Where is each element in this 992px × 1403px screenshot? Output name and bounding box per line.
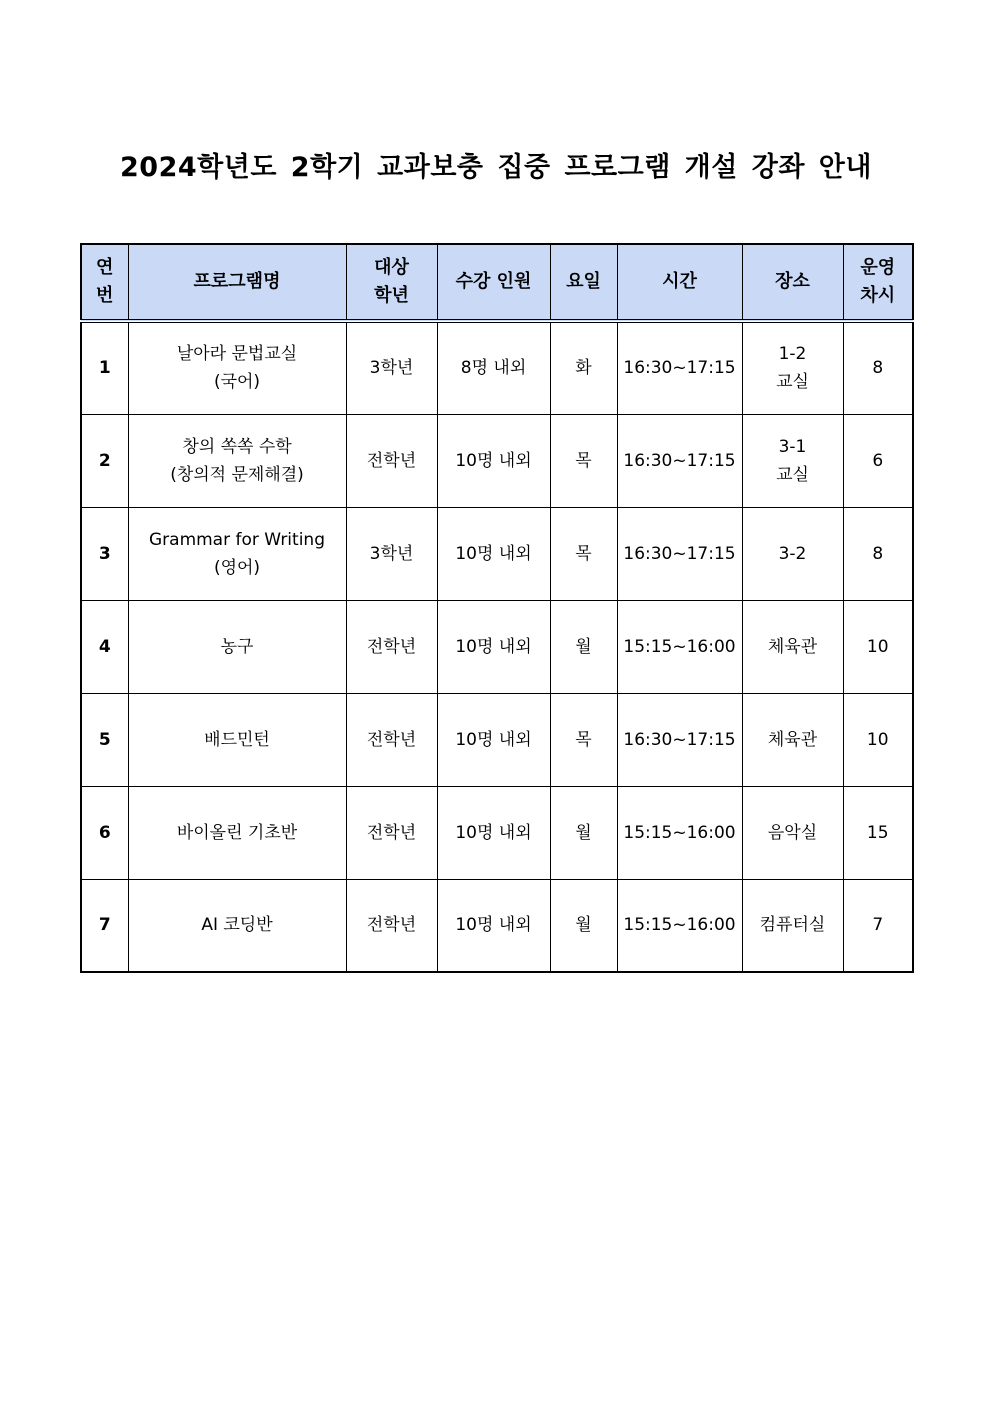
cell-program-line: 바이올린 기초반 <box>176 822 298 843</box>
cell-program-line: 배드민턴 <box>204 729 270 750</box>
cell-no: 7 <box>81 879 128 972</box>
header-target-line: 대상 <box>374 257 409 278</box>
cell-program-line: AI 코딩반 <box>201 915 273 936</box>
cell-target: 3학년 <box>346 507 437 600</box>
cell-capacity: 10명 내외 <box>437 414 550 507</box>
cell-place <box>742 321 843 414</box>
cell-program <box>128 321 346 414</box>
cell-sessions: 8 <box>843 507 913 600</box>
cell-no: 1 <box>81 321 128 414</box>
cell-program <box>128 600 346 693</box>
cell-day: 월 <box>550 786 617 879</box>
cell-program-line: 날아라 문법교실 <box>176 344 298 365</box>
cell-place-line: 3-1 <box>778 436 807 457</box>
header-no-line: 번 <box>96 285 114 306</box>
header-target <box>346 244 437 321</box>
page-title: 2024학년도 2학기 교과보충 집중 프로그램 개설 강좌 안내 <box>120 152 872 183</box>
table-row <box>81 786 913 879</box>
cell-place-line: 교실 <box>776 464 809 485</box>
table-body <box>81 321 913 972</box>
cell-day: 화 <box>550 321 617 414</box>
cell-sessions: 10 <box>843 693 913 786</box>
cell-program <box>128 414 346 507</box>
cell-capacity: 10명 내외 <box>437 879 550 972</box>
cell-day: 목 <box>550 693 617 786</box>
table-header-row <box>81 244 913 321</box>
cell-day: 월 <box>550 879 617 972</box>
header-sessions <box>843 244 913 321</box>
cell-capacity: 10명 내외 <box>437 786 550 879</box>
header-sessions-line: 차시 <box>860 285 896 306</box>
cell-program-line: 농구 <box>220 636 254 657</box>
cell-sessions: 7 <box>843 879 913 972</box>
cell-time: 15:15~16:00 <box>617 600 742 693</box>
header-day: 요일 <box>550 244 617 321</box>
cell-sessions: 6 <box>843 414 913 507</box>
header-target-line: 학년 <box>374 285 409 306</box>
cell-target: 전학년 <box>346 786 437 879</box>
header-program: 프로그램명 <box>128 244 346 321</box>
cell-place <box>742 414 843 507</box>
header-no <box>81 244 128 321</box>
cell-no: 4 <box>81 600 128 693</box>
cell-time: 15:15~16:00 <box>617 879 742 972</box>
cell-target: 3학년 <box>346 321 437 414</box>
header-sessions-line: 운영 <box>860 257 896 278</box>
table-row <box>81 414 913 507</box>
cell-target: 전학년 <box>346 600 437 693</box>
cell-target: 전학년 <box>346 879 437 972</box>
cell-sessions: 8 <box>843 321 913 414</box>
cell-no: 6 <box>81 786 128 879</box>
cell-target: 전학년 <box>346 693 437 786</box>
cell-place <box>742 693 843 786</box>
cell-sessions: 10 <box>843 600 913 693</box>
table-row <box>81 507 913 600</box>
cell-day: 월 <box>550 600 617 693</box>
cell-capacity: 10명 내외 <box>437 693 550 786</box>
cell-place <box>742 507 843 600</box>
cell-program-line: (영어) <box>213 557 261 578</box>
cell-program <box>128 693 346 786</box>
cell-program-line: (창의적 문제해결) <box>170 464 304 485</box>
cell-time: 16:30~17:15 <box>617 507 742 600</box>
header-capacity: 수강 인원 <box>437 244 550 321</box>
cell-capacity: 8명 내외 <box>437 321 550 414</box>
cell-program-line: 창의 쏙쏙 수학 <box>182 436 292 457</box>
cell-place-line: 3-2 <box>778 543 807 564</box>
cell-no: 5 <box>81 693 128 786</box>
cell-time: 16:30~17:15 <box>617 321 742 414</box>
header-place: 장소 <box>742 244 843 321</box>
cell-time: 15:15~16:00 <box>617 786 742 879</box>
cell-place <box>742 786 843 879</box>
cell-day: 목 <box>550 414 617 507</box>
cell-program <box>128 507 346 600</box>
cell-no: 3 <box>81 507 128 600</box>
cell-time: 16:30~17:15 <box>617 414 742 507</box>
cell-day: 목 <box>550 507 617 600</box>
cell-no: 2 <box>81 414 128 507</box>
header-no-line: 연 <box>96 257 114 278</box>
cell-program <box>128 786 346 879</box>
table-row <box>81 879 913 972</box>
cell-time: 16:30~17:15 <box>617 693 742 786</box>
cell-program-line: (국어) <box>213 372 261 393</box>
table-row <box>81 321 913 414</box>
cell-place-line: 체육관 <box>767 729 818 750</box>
cell-place <box>742 879 843 972</box>
cell-sessions: 15 <box>843 786 913 879</box>
cell-place-line: 교실 <box>776 372 809 393</box>
header-time: 시간 <box>617 244 742 321</box>
cell-place-line: 체육관 <box>767 636 818 657</box>
cell-place <box>742 600 843 693</box>
table-row <box>81 600 913 693</box>
cell-capacity: 10명 내외 <box>437 600 550 693</box>
table-row <box>81 693 913 786</box>
cell-program <box>128 879 346 972</box>
cell-capacity: 10명 내외 <box>437 507 550 600</box>
cell-place-line: 음악실 <box>767 822 818 843</box>
cell-target: 전학년 <box>346 414 437 507</box>
cell-program-line: Grammar for Writing <box>148 529 325 550</box>
program-schedule-table <box>80 243 914 973</box>
cell-place-line: 1-2 <box>778 344 807 365</box>
cell-place-line: 컴퓨터실 <box>759 915 826 936</box>
